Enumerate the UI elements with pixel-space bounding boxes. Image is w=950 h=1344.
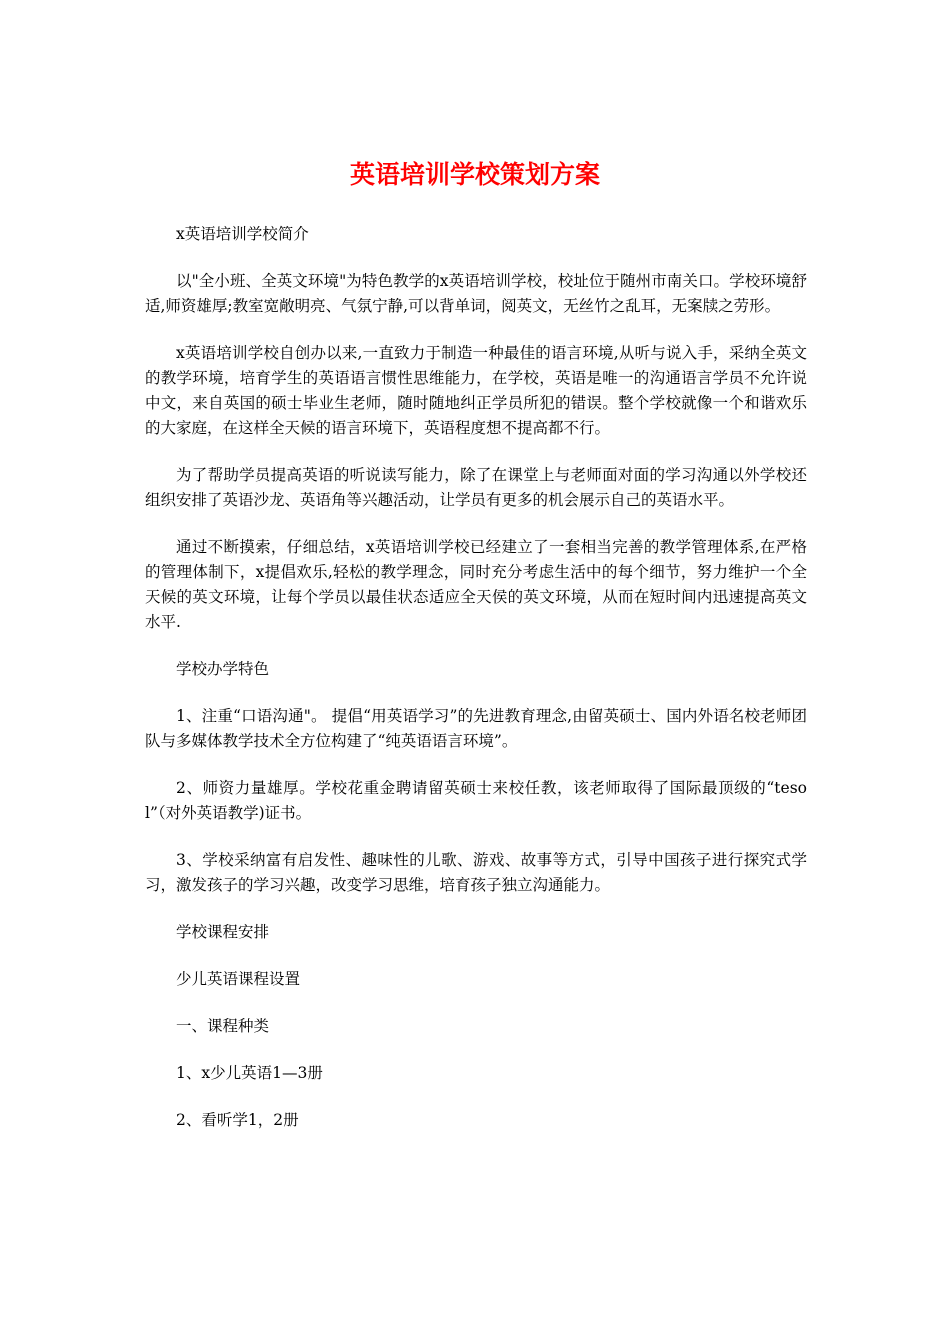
document-title: 英语培训学校策划方案 [349,160,600,189]
subsection-heading: 少儿英语课程设置 [176,970,301,988]
list-item: 2、师资力量雄厚。学校花重金聘请留英硕士来校任教，该老师取得了国际最顶级的“tesol”（对外英语教学)证书。 [145,779,807,822]
section-heading-features: 学校办学特色 [176,660,270,678]
list-item: 1、x少儿英语1—3册 [176,1064,323,1082]
list-item: 3、学校采纳富有启发性、趣味性的儿歌、游戏、故事等方式，引导中国孩子进行探究式学习，激发孩子的学习兴趣，改变学习思维，培育孩子独立沟通能力。 [145,851,807,894]
subsection-heading: 一、课程种类 [176,1017,270,1035]
paragraph: x英语培训学校自创办以来,一直致力于制造一种最佳的语言环境,从听与说入手，采纳全英文的教学环境，培育学生的英语语言惯性思维能力，在学校，英语是唯一的沟通语言学员不允许说中文，来自英国的硕士毕业生老师，随时随地纠正学员所犯的错误。整个学校就像一个和谐欢乐的大家庭，在这样全天候的语言环境下，英语程度想不提高都不行。 [145,344,807,437]
list-item: 2、看听学1，2册 [176,1111,299,1129]
list-item: 1、注重“口语沟通"。 提倡“用英语学习”的先进教育理念,由留英硕士、国内外语名校老师团队与多媒体教学技术全方位构建了“纯英语语言环境”。 [145,707,807,750]
paragraph: 以"全小班、全英文环境"为特色教学的x英语培训学校，校址位于随州市南关口。学校环境舒适,师资雄厚;教室宽敞明亮、气氛宁静,可以背单词，阅英文，无丝竹之乱耳，无案牍之劳形。 [145,272,807,315]
paragraph: 通过不断摸索，仔细总结，x英语培训学校已经建立了一套相当完善的教学管理体系,在严格的管理体制下，x提倡欢乐,轻松的教学理念，同时充分考虑生活中的每个细节，努力维护一个全天候的英文环境，让每个学员以最佳状态适应全天侯的英文环境，从而在短时间内迅速提高英文水平. [145,538,807,631]
paragraph-intro-heading: x英语培训学校简介 [176,225,309,243]
section-heading-courses: 学校课程安排 [176,923,270,941]
document-body [145,222,807,1155]
paragraph: 为了帮助学员提高英语的听说读写能力，除了在课堂上与老师面对面的学习沟通以外学校还组织安排了英语沙龙、英语角等兴趣活动，让学员有更多的机会展示自己的英语水平。 [145,466,807,509]
